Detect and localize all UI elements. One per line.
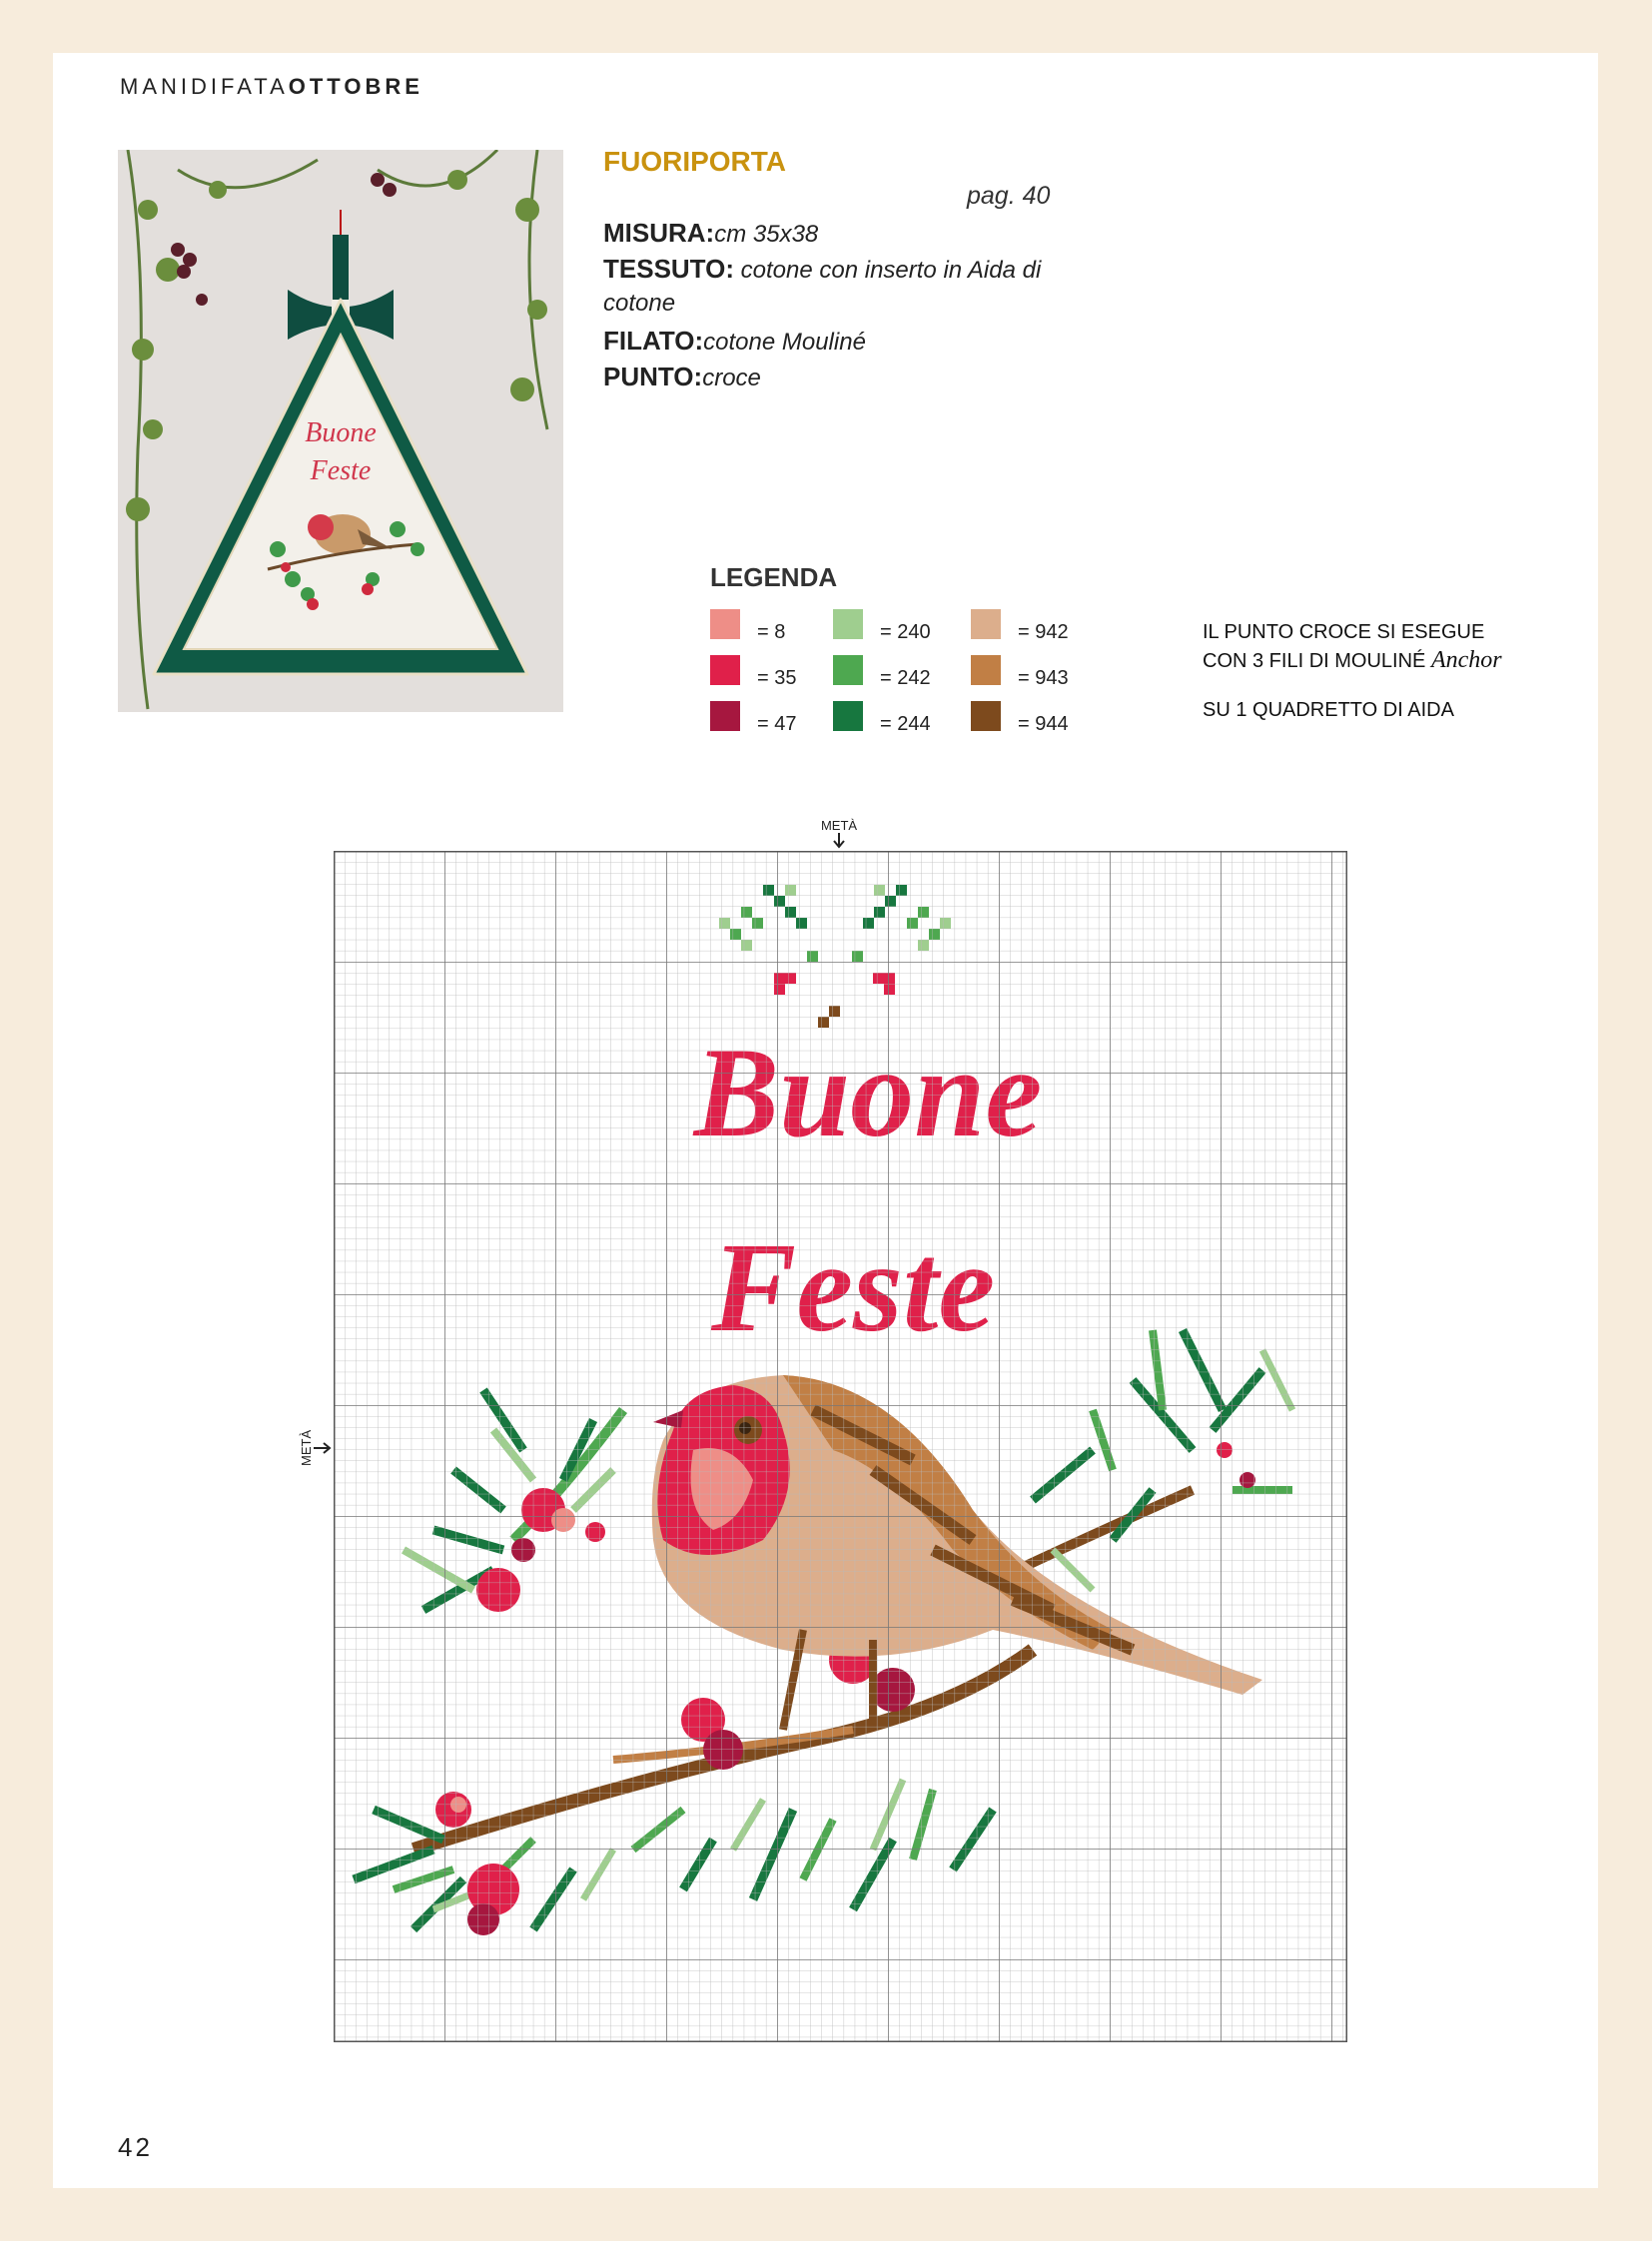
spec-fabric-cont: cotone bbox=[603, 290, 676, 317]
meta-left-marker bbox=[296, 1416, 336, 1476]
svg-text:METÀ: METÀ bbox=[299, 1429, 314, 1466]
cross-stitch-chart bbox=[334, 851, 1347, 2042]
note-line1: IL PUNTO CROCE SI ESEGUE bbox=[1203, 621, 1485, 643]
swatch-label-47: = 47 bbox=[757, 713, 797, 735]
swatch-label-244: = 244 bbox=[880, 713, 931, 735]
anchor-logo: Anchor bbox=[1430, 647, 1502, 673]
spec-thread: FILATO:cotone Mouliné bbox=[603, 326, 866, 356]
svg-text:Feste: Feste bbox=[310, 455, 372, 486]
page-reference: pag. 40 bbox=[967, 182, 1051, 210]
page-number: 42 bbox=[118, 2132, 153, 2162]
note-line3: SU 1 QUADRETTO DI AIDA bbox=[1203, 699, 1454, 721]
swatch-240 bbox=[833, 609, 863, 639]
swatch-label-242: = 242 bbox=[880, 667, 931, 689]
swatch-944 bbox=[971, 701, 1001, 731]
swatch-label-240: = 240 bbox=[880, 621, 931, 643]
spec-stitch: PUNTO:croce bbox=[603, 362, 761, 391]
svg-text:Buone: Buone bbox=[305, 417, 377, 448]
swatch-label-944: = 944 bbox=[1018, 713, 1069, 735]
swatch-47 bbox=[710, 701, 740, 731]
swatch-label-8: = 8 bbox=[757, 621, 786, 643]
product-photo bbox=[118, 150, 563, 712]
swatch-242 bbox=[833, 655, 863, 685]
swatch-label-943: = 943 bbox=[1018, 667, 1069, 689]
spec-size: MISURA:cm 35x38 bbox=[603, 218, 819, 248]
spec-fabric: TESSUTO: cotone con inserto in Aida di bbox=[603, 254, 1042, 284]
swatch-8 bbox=[710, 609, 740, 639]
meta-top-marker bbox=[809, 817, 869, 851]
swatch-label-942: = 942 bbox=[1018, 621, 1069, 643]
svg-text:METÀ: METÀ bbox=[820, 818, 858, 833]
swatch-943 bbox=[971, 655, 1001, 685]
swatch-244 bbox=[833, 701, 863, 731]
project-title: FUORIPORTA bbox=[603, 146, 787, 177]
magazine-header: MANIDIFATAOTTOBRE bbox=[120, 74, 423, 99]
legend-title: LEGENDA bbox=[710, 562, 838, 592]
swatch-942 bbox=[971, 609, 1001, 639]
swatch-label-35: = 35 bbox=[757, 667, 797, 689]
note-line2: CON 3 FILI DI MOULINÉ Anchor bbox=[1203, 647, 1502, 673]
swatch-35 bbox=[710, 655, 740, 685]
